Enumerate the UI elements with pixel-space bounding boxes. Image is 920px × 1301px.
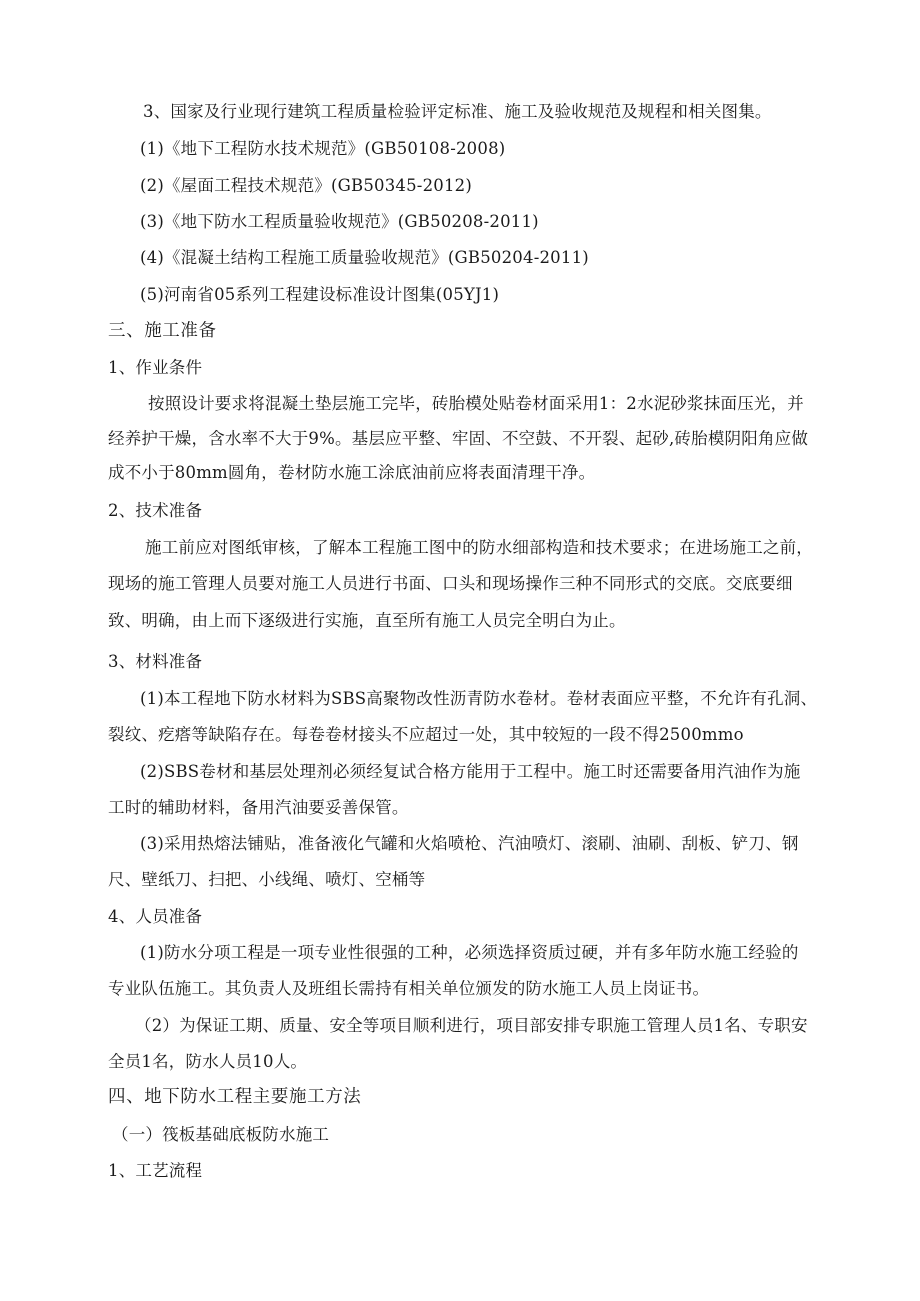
paragraph-line: (1)防水分项工程是一项专业性很强的工种，必须选择资质过硬，并有多年防水施工经验的 (140, 943, 799, 962)
paragraph-line: (1)本工程地下防水材料为SBS高聚物改性沥青防水卷材。卷材表面应平整，不允许有孔洞、 (140, 689, 818, 708)
standard-item-2: (2)《屋面工程技术规范》(GB50345-2012) (140, 176, 473, 195)
standards-intro: 3、国家及行业现行建筑工程质量检验评定标准、施工及验收规范及规程和相关图集。 (143, 102, 772, 121)
standard-item-5: (5)河南省05系列工程建设标准设计图集(05YJ1) (140, 285, 500, 304)
paragraph-line: 专业队伍施工。其负责人及班组长需持有相关单位颁发的防水施工人员上岗证书。 (108, 979, 710, 998)
standard-item-1: (1)《地下工程防水技术规范》(GB50108-2008) (140, 139, 506, 158)
subsection-raft-foundation: （一）筏板基础底板防水施工 (112, 1125, 330, 1144)
paragraph-line: 现场的施工管理人员要对施工人员进行书面、口头和现场操作三种不同形式的交底。交底要细 (108, 574, 793, 593)
subheading-material-prep: 3、材料准备 (108, 652, 203, 671)
standard-item-3: (3)《地下防水工程质量验收规范》(GB50208-2011) (140, 212, 539, 231)
paragraph-line: 裂纹、疙瘩等缺陷存在。每卷卷材接头不应超过一处，其中较短的一段不得2500mmo (108, 725, 744, 744)
subheading-personnel-prep: 4、人员准备 (108, 907, 203, 926)
paragraph-line: (3)采用热熔法铺贴，准备液化气罐和火焰喷枪、汽油喷灯、滚刷、油刷、刮板、铲刀、钢 (140, 834, 799, 853)
subheading-technical-prep: 2、技术准备 (108, 501, 203, 520)
section-heading-3: 三、施工准备 (108, 321, 217, 341)
paragraph-line: （2）为保证工期、质量、安全等项目顺利进行，项目部安排专职施工管理人员1名、专职安 (135, 1016, 808, 1035)
paragraph-line: 成不小于80mm圆角，卷材防水施工涂底油前应将表面清理干净。 (108, 463, 596, 482)
subheading-work-conditions: 1、作业条件 (108, 358, 203, 377)
standard-item-4: (4)《混凝土结构工程施工质量验收规范》(GB50204-2011) (140, 248, 589, 267)
section-heading-4: 四、地下防水工程主要施工方法 (108, 1087, 362, 1107)
paragraph-line: 致、明确，由上而下逐级进行实施，直至所有施工人员完全明白为止。 (108, 611, 626, 630)
paragraph-line: 施工前应对图纸审核，了解本工程施工图中的防水细部构造和技术要求；在进场施工之前， (145, 538, 813, 557)
paragraph-line: 尺、壁纸刀、扫把、小线绳、喷灯、空桶等 (108, 870, 426, 889)
paragraph-line: 按照设计要求将混凝土垫层施工完毕，砖胎模处贴卷材面采用1：2水泥砂浆抹面压光，并 (148, 394, 804, 413)
paragraph-line: 工时的辅助材料，备用汽油要妥善保管。 (108, 798, 409, 817)
paragraph-line: 全员1名，防水人员10人。 (108, 1052, 308, 1071)
subheading-process-flow: 1、工艺流程 (108, 1161, 203, 1180)
paragraph-line: 经养护干燥，含水率不大于9%。基层应平整、牢固、不空鼓、不开裂、起砂,砖胎模阴阳角应做 (108, 429, 809, 448)
paragraph-line: (2)SBS卷材和基层处理剂必须经复试合格方能用于工程中。施工时还需要备用汽油作为施 (140, 762, 801, 781)
